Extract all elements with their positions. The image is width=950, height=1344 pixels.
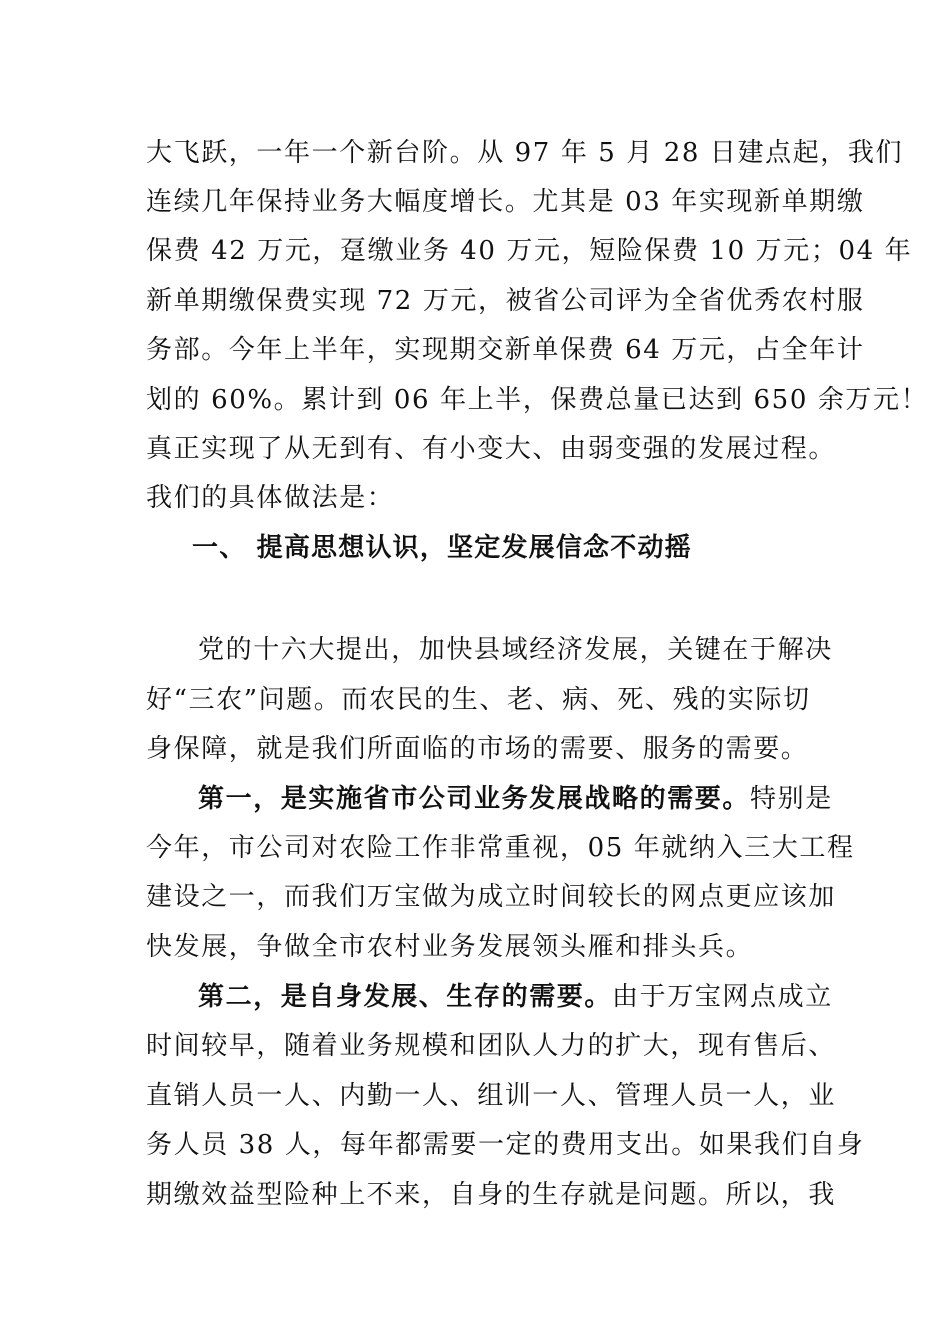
body-text-line: 身保障，就是我们所面临的市场的需要、服务的需要。 <box>146 734 809 764</box>
body-text-line: 务人员 38 人，每年都需要一定的费用支出。如果我们自身 <box>146 1130 865 1160</box>
body-text-line: 大飞跃，一年一个新台阶。从 97 年 5 月 28 日建点起，我们 <box>146 138 904 168</box>
paragraph-lead-bold: 第二，是自身发展、生存的需要。 <box>198 982 613 1012</box>
body-text-line: 党的十六大提出，加快县域经济发展，关键在于解决 <box>198 635 833 665</box>
body-text-line: 时间较早，随着业务规模和团队人力的扩大，现有售后、 <box>146 1031 837 1061</box>
paragraph-lead-bold: 第一，是实施省市公司业务发展战略的需要。 <box>198 784 751 814</box>
body-text-line: 新单期缴保费实现 72 万元，被省公司评为全省优秀农村服 <box>146 286 865 316</box>
paragraph-text: 由于万宝网点成立 <box>612 982 833 1012</box>
body-text-line: 快发展，争做全市农村业务发展领头雁和排头兵。 <box>146 932 754 962</box>
body-text-line: 保费 42 万元，趸缴业务 40 万元，短险保费 10 万元；04 年 <box>146 236 913 266</box>
body-text-line: 今年，市公司对农险工作非常重视，05 年就纳入三大工程 <box>146 833 855 863</box>
body-text-line: 好“三农”问题。而农民的生、老、病、死、残的实际切 <box>146 685 811 715</box>
body-text-line: 直销人员一人、内勤一人、组训一人、管理人员一人，业 <box>146 1081 837 1111</box>
body-text-line: 连续几年保持业务大幅度增长。尤其是 03 年实现新单期缴 <box>146 187 865 217</box>
paragraph-text: 特别是 <box>750 784 833 814</box>
body-text-line: 期缴效益型险种上不来，自身的生存就是问题。所以，我 <box>146 1180 837 1210</box>
body-text-line: 务部。今年上半年，实现期交新单保费 64 万元，占全年计 <box>146 335 865 365</box>
section-heading: 一、 提高思想认识，坚定发展信念不动摇 <box>192 533 692 563</box>
body-text-line: 划的 60%。累计到 06 年上半，保费总量已达到 650 余万元！ <box>146 385 929 415</box>
body-text-line <box>198 980 868 1014</box>
body-text-line: 建设之一，而我们万宝做为成立时间较长的网点更应该加 <box>146 882 837 912</box>
body-text-line <box>198 782 868 816</box>
body-text-line: 我们的具体做法是： <box>146 483 395 513</box>
body-text-line: 真正实现了从无到有、有小变大、由弱变强的发展过程。 <box>146 434 837 464</box>
